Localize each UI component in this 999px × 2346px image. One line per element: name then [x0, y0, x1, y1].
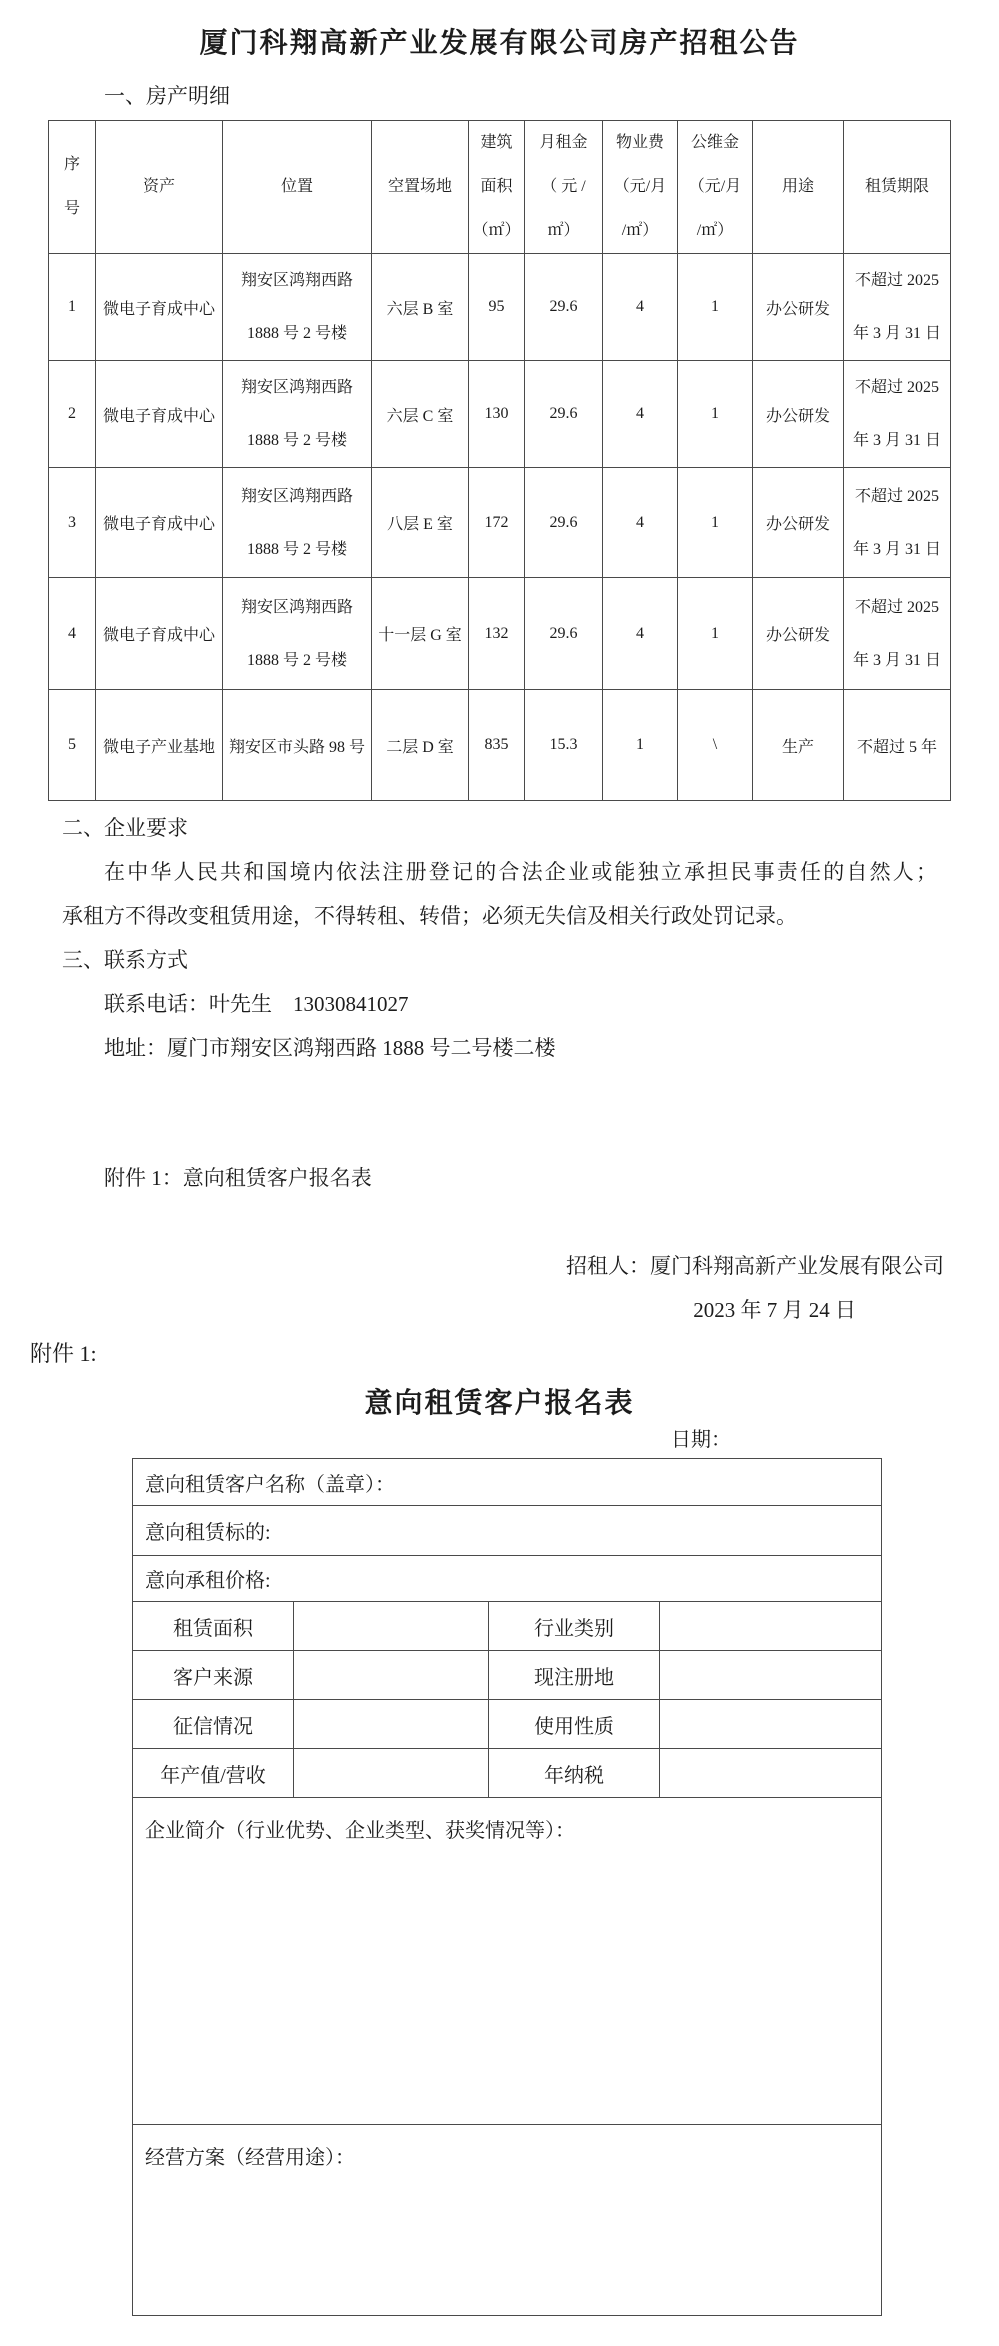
property-cell: 130: [469, 361, 525, 468]
property-cell: 29.6: [525, 361, 603, 468]
property-cell: 不超过 2025 年 3 月 31 日: [844, 468, 951, 578]
property-cell: 2: [49, 361, 96, 468]
section-heading-property-details: 一、房产明细: [104, 84, 230, 108]
property-cell: 1: [678, 361, 753, 468]
property-cell: 132: [469, 578, 525, 690]
form-pair-row-2: [133, 1700, 882, 1749]
property-cell: 5: [49, 690, 96, 801]
section-heading-contact: 三、联系方式: [62, 948, 188, 972]
form-field-label: 客户来源: [133, 1651, 294, 1700]
property-cell: 1: [603, 690, 678, 801]
property-cell: 不超过 2025 年 3 月 31 日: [844, 254, 951, 361]
property-cell: 办公研发: [753, 578, 844, 690]
form-box-label: 经营方案（经营用途）：: [133, 2125, 882, 2316]
property-cell: 4: [603, 254, 678, 361]
property-cell: 29.6: [525, 468, 603, 578]
property-cell: 办公研发: [753, 361, 844, 468]
property-cell: 六层 C 室: [372, 361, 469, 468]
address-line: 地址：厦门市翔安区鸿翔西路 1888 号二号楼二楼: [104, 1036, 556, 1060]
form-field-value: [294, 1602, 489, 1651]
form-field-label: 行业类别: [489, 1602, 660, 1651]
property-row-2: [49, 361, 951, 468]
property-cell: 翔安区鸿翔西路 1888 号 2 号楼: [223, 361, 372, 468]
form-field-value: [294, 1651, 489, 1700]
form-field-label: 租赁面积: [133, 1602, 294, 1651]
property-cell: 翔安区市头路 98 号: [223, 690, 372, 801]
property-cell: 1: [49, 254, 96, 361]
form-field-value: [660, 1651, 882, 1700]
property-cell: 不超过 2025 年 3 月 31 日: [844, 361, 951, 468]
requirements-text-line-1: 在中华人民共和国境内依法注册登记的合法企业或能独立承担民事责任的自然人；: [104, 860, 937, 884]
property-cell: \: [678, 690, 753, 801]
property-cell: 翔安区鸿翔西路 1888 号 2 号楼: [223, 254, 372, 361]
property-cell: 4: [603, 468, 678, 578]
column-header-0: 序 号: [49, 121, 96, 254]
property-cell: 1: [678, 578, 753, 690]
form-field-value: [660, 1700, 882, 1749]
property-row-1: [49, 254, 951, 361]
form-field-value: [294, 1700, 489, 1749]
column-header-9: 租赁期限: [844, 121, 951, 254]
requirements-text-line-2: 承租方不得改变租赁用途，不得转租、转借；必须无失信及相关行政处罚记录。: [62, 904, 797, 928]
property-cell: 十一层 G 室: [372, 578, 469, 690]
property-table-header-row: [49, 121, 951, 254]
form-pair-row-0: [133, 1602, 882, 1651]
property-cell: 835: [469, 690, 525, 801]
column-header-2: 位置: [223, 121, 372, 254]
property-cell: 172: [469, 468, 525, 578]
contact-phone-line: 联系电话：叶先生 13030841027: [104, 992, 409, 1016]
registration-form-title: 意向租赁客户报名表: [364, 1388, 635, 1419]
form-row-1: [133, 1506, 882, 1556]
property-cell: 3: [49, 468, 96, 578]
form-field-label: 使用性质: [489, 1700, 660, 1749]
column-header-5: 月租金 （ 元 / ㎡）: [525, 121, 603, 254]
property-cell: 1: [678, 254, 753, 361]
property-cell: 微电子产业基地: [96, 690, 223, 801]
property-cell: 29.6: [525, 578, 603, 690]
property-cell: 4: [49, 578, 96, 690]
property-cell: 六层 B 室: [372, 254, 469, 361]
announcement-date: 2023 年 7 月 24 日: [693, 1298, 856, 1322]
column-header-8: 用途: [753, 121, 844, 254]
form-field-value: [660, 1602, 882, 1651]
property-row-5: [49, 690, 951, 801]
column-header-6: 物业费 （元/月 /㎡）: [603, 121, 678, 254]
form-pair-row-3: [133, 1749, 882, 1798]
property-cell: 15.3: [525, 690, 603, 801]
property-cell: 不超过 5 年: [844, 690, 951, 801]
form-date-label: 日期：: [671, 1429, 731, 1451]
property-row-3: [49, 468, 951, 578]
property-cell: 95: [469, 254, 525, 361]
form-field-label: 意向租赁标的:: [133, 1506, 882, 1556]
property-cell: 微电子育成中心: [96, 361, 223, 468]
property-cell: 八层 E 室: [372, 468, 469, 578]
property-cell: 翔安区鸿翔西路 1888 号 2 号楼: [223, 468, 372, 578]
form-field-label: 意向租赁客户名称（盖章）：: [133, 1459, 882, 1506]
property-cell: 办公研发: [753, 468, 844, 578]
property-table: [48, 120, 951, 801]
form-box-row-0: [133, 1798, 882, 2125]
form-pair-row-1: [133, 1651, 882, 1700]
column-header-7: 公维金 （元/月 /㎡）: [678, 121, 753, 254]
property-cell: 二层 D 室: [372, 690, 469, 801]
property-cell: 生产: [753, 690, 844, 801]
column-header-3: 空置场地: [372, 121, 469, 254]
registration-form-body: [133, 1459, 882, 2316]
property-cell: 4: [603, 361, 678, 468]
form-box-label: 企业简介（行业优势、企业类型、获奖情况等）：: [133, 1798, 882, 2125]
property-cell: 微电子育成中心: [96, 578, 223, 690]
property-cell: 4: [603, 578, 678, 690]
property-row-4: [49, 578, 951, 690]
form-field-value: [660, 1749, 882, 1798]
form-field-label: 现注册地: [489, 1651, 660, 1700]
property-cell: 微电子育成中心: [96, 468, 223, 578]
property-cell: 翔安区鸿翔西路 1888 号 2 号楼: [223, 578, 372, 690]
property-cell: 微电子育成中心: [96, 254, 223, 361]
lessor-signature-line: 招租人：厦门科翔高新产业发展有限公司: [566, 1254, 944, 1278]
form-row-2: [133, 1556, 882, 1602]
attachment-note: 附件 1：意向租赁客户报名表: [104, 1166, 372, 1190]
form-field-label: 征信情况: [133, 1700, 294, 1749]
attachment-label: 附件 1:: [30, 1341, 97, 1366]
document-title: 厦门科翔高新产业发展有限公司房产招租公告: [199, 28, 800, 59]
property-cell: 1: [678, 468, 753, 578]
form-field-value: [294, 1749, 489, 1798]
column-header-1: 资产: [96, 121, 223, 254]
announcement-body: [0, 806, 999, 1070]
section-heading-requirements: 二、企业要求: [62, 816, 188, 840]
form-field-label: 意向承租价格:: [133, 1556, 882, 1602]
property-table-body: [49, 254, 951, 801]
form-row-0: [133, 1459, 882, 1506]
form-field-label: 年产值/营收: [133, 1749, 294, 1798]
property-cell: 29.6: [525, 254, 603, 361]
form-field-label: 年纳税: [489, 1749, 660, 1798]
form-box-row-1: [133, 2125, 882, 2316]
property-table-header: [49, 121, 951, 254]
property-cell: 办公研发: [753, 254, 844, 361]
property-cell: 不超过 2025 年 3 月 31 日: [844, 578, 951, 690]
registration-form-table: [132, 1458, 882, 2316]
column-header-4: 建筑 面积 （㎡）: [469, 121, 525, 254]
